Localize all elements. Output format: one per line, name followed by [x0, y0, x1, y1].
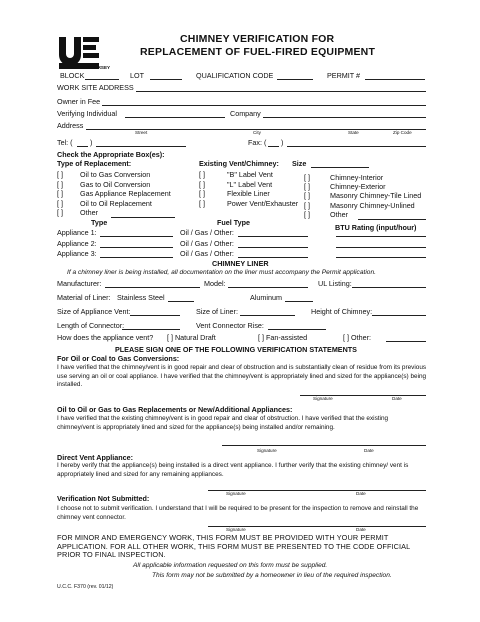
manufacturer-field[interactable] [105, 287, 200, 288]
replacement-other-field[interactable] [111, 217, 175, 218]
length-connector-field[interactable] [122, 329, 180, 330]
height-field[interactable] [372, 315, 426, 316]
stainless-steel-field[interactable] [168, 301, 194, 302]
other-vent-option[interactable]: [ ] Other: [343, 333, 371, 342]
checkbox[interactable]: [ ] [57, 198, 63, 208]
btu-field[interactable] [336, 247, 426, 248]
aluminum-field[interactable] [285, 301, 313, 302]
checkbox[interactable]: [ ] [304, 209, 310, 219]
appliance-label: Appliance 1: [57, 228, 97, 237]
checkbox[interactable]: [ ] [199, 198, 205, 208]
material-label: Material of Liner: [57, 293, 111, 302]
checkbox[interactable]: [ ] [199, 170, 205, 179]
tel-field[interactable] [96, 146, 186, 147]
checkbox-label: Power Vent/Exhauster [227, 198, 299, 208]
fuel-other-field[interactable] [238, 257, 308, 258]
fuel-other-field[interactable] [238, 247, 308, 248]
block-field[interactable] [85, 79, 119, 80]
s3-text: I hereby verify that the appliance(s) being installed is a direct vent appliance. I further verify that the existing chimney/ vent is appropriately lined and sized for any remaining appliances. [57, 462, 409, 478]
qualification-code-field[interactable] [277, 79, 313, 80]
owner-label: Owner in Fee [57, 97, 101, 106]
verifying-label: Verifying Individual [57, 109, 117, 118]
checkbox-label: Oil to Gas Conversion [80, 170, 151, 179]
stainless-steel-label: Stainless Steel [117, 293, 165, 302]
existing-vent-heading: Existing Vent/Chimney: [199, 159, 279, 168]
manufacturer-label: Manufacturer: [57, 279, 102, 288]
size-heading: Size [292, 159, 307, 168]
ul-listing-label: UL Listing: [318, 279, 352, 288]
s2-title: Oil to Oil or Gas to Gas Replacements or New/Additional Appliances: [57, 405, 293, 414]
how-vented-label: How does the appliance vent? [57, 333, 154, 342]
company-field[interactable] [263, 117, 426, 118]
s1-signature-label: Signature [313, 396, 333, 401]
s1-text: I have verified that the chimney/vent is in good repair and clear of obstruction and is substantially clean of residue from its previous use serving an oil or coal appliance. I have verified that the chimney/vent is appropriately lined and sized for the appliance(s) being installed. [57, 364, 427, 389]
fuel-options: Oil / Gas / Other: [180, 228, 234, 237]
size-vent-field[interactable] [130, 315, 180, 316]
lot-field[interactable] [150, 79, 182, 80]
check-heading: Check the Appropriate Box(es): [57, 150, 165, 159]
city-sublabel: City [253, 130, 261, 135]
ul-listing-field[interactable] [352, 287, 426, 288]
checkbox[interactable]: [ ] [57, 208, 63, 217]
state-sublabel: State [348, 130, 359, 135]
model-field[interactable] [228, 287, 308, 288]
s4-signature-label: Signature [226, 527, 246, 532]
footer-note2: This form may not be submitted by a homeowner in lieu of the required inspection. [152, 572, 392, 579]
sign-heading: PLEASE SIGN ONE OF THE FOLLOWING VERIFICATION STATEMENTS [115, 345, 357, 354]
checkbox-label: Gas Appliance Replacement [80, 189, 171, 198]
size-field[interactable] [311, 167, 369, 168]
tel-close: ) [90, 138, 93, 147]
appliance-type-field[interactable] [100, 257, 173, 258]
checkbox-label: "B" Label Vent [227, 170, 273, 179]
checkbox-label: Flexible Liner [227, 189, 270, 198]
chimney-other-field[interactable] [358, 219, 426, 220]
liner-note: If a chimney liner is being installed, all documentation on the liner must accompany the Permit application. [67, 269, 376, 276]
verifying-field[interactable] [125, 117, 225, 118]
s4-date-label: Date [356, 527, 366, 532]
aluminum-label: Aluminum [250, 293, 282, 302]
checkbox[interactable]: [ ] [199, 179, 205, 189]
appliance-label: Appliance 3: [57, 249, 97, 258]
qualification-code-label: QUALIFICATION CODE [196, 71, 274, 80]
fan-assisted-option[interactable]: [ ] Fan-assisted [258, 333, 308, 342]
form-code: U.C.C. F370 (rev. 01/12) [57, 584, 114, 590]
fuel-options: Oil / Gas / Other: [180, 238, 234, 248]
s4-title: Verification Not Submitted: [57, 494, 150, 503]
checkbox[interactable]: [ ] [304, 191, 310, 201]
fax-field[interactable] [287, 146, 426, 147]
height-label: Height of Chimney: [311, 307, 373, 316]
permit-field[interactable] [365, 79, 425, 80]
vent-rise-field[interactable] [268, 329, 326, 330]
chimney-liner-heading: CHIMNEY LINER [212, 259, 269, 268]
type-column-header: Type [91, 218, 108, 227]
type-of-replacement-heading: Type of Replacement: [57, 159, 132, 168]
checkbox-label: Chimney-Interior [330, 173, 384, 182]
size-liner-field[interactable] [240, 315, 295, 316]
owner-field[interactable] [102, 105, 426, 106]
street-sublabel: Street [135, 130, 148, 135]
length-connector-label: Length of Connector: [57, 321, 125, 330]
vent-rise-label: Vent Connector Rise: [196, 321, 264, 330]
tel-area-field[interactable] [77, 146, 88, 147]
footer-note1: All applicable information requested on this form must be supplied. [133, 562, 328, 569]
appliance-type-field[interactable] [100, 247, 173, 248]
checkbox-label: Chimney-Exterior [330, 182, 386, 192]
checkbox[interactable]: [ ] [57, 179, 63, 189]
checkbox-label: Masonry Chimney-Unlined [330, 200, 415, 210]
fax-area-field[interactable] [268, 146, 279, 147]
btu-column-header: BTU Rating (input/hour) [335, 223, 417, 232]
tel-label: Tel: ( [57, 138, 73, 147]
btu-field[interactable] [336, 236, 426, 237]
checkbox-label: Other [80, 208, 98, 217]
checkbox-label: Gas to Oil Conversion [80, 179, 151, 189]
logo-text: NEW JERSEY [80, 65, 111, 70]
title-line1: CHIMNEY VERIFICATION FOR [180, 33, 335, 45]
title-line2: REPLACEMENT OF FUEL-FIRED EQUIPMENT [140, 46, 376, 58]
s2-signature-line[interactable] [222, 445, 426, 446]
work-site-field[interactable] [136, 91, 426, 92]
address-label: Address [57, 121, 84, 130]
block-label: BLOCK [60, 71, 85, 80]
work-site-label: WORK SITE ADDRESS [57, 83, 134, 92]
checkbox[interactable]: [ ] [304, 173, 310, 182]
checkbox-label: Other [330, 209, 348, 219]
fuel-other-field[interactable] [238, 236, 308, 237]
other-vent-field[interactable] [386, 341, 426, 342]
checkbox[interactable]: [ ] [57, 189, 63, 198]
model-label: Model: [204, 279, 226, 288]
company-label: Company [230, 109, 261, 118]
checkbox[interactable]: [ ] [199, 189, 205, 198]
appliance-type-field[interactable] [100, 236, 173, 237]
checkbox-label: "L" Label Vent [227, 179, 273, 189]
s3-title: Direct Vent Appliance: [57, 453, 134, 462]
zip-sublabel: Zip Code [393, 130, 412, 135]
checkbox[interactable]: [ ] [304, 200, 310, 210]
s3-signature-label: Signature [226, 491, 246, 496]
size-liner-label: Size of Liner: [196, 307, 238, 316]
fuel-options: Oil / Gas / Other: [180, 249, 234, 258]
checkbox[interactable]: [ ] [57, 170, 63, 179]
footer-caps: FOR MINOR AND EMERGENCY WORK, THIS FORM MUST BE PROVIDED WITH YOUR PERMIT APPLICATION. FOR ALL OTHER WORK, THIS FORM MUST BE PRESENTED TO THE CODE OFFICIAL PRIOR TO FINAL INSPECTION. [57, 533, 410, 560]
fax-close: ) [281, 138, 284, 147]
natural-draft-option[interactable]: [ ] Natural Draft [167, 333, 216, 342]
btu-field[interactable] [336, 257, 426, 258]
permit-label: PERMIT # [327, 71, 361, 80]
checkbox[interactable]: [ ] [304, 182, 310, 192]
checkbox-label: Masonry Chimney-Tile Lined [330, 191, 422, 201]
s3-date-label: Date [356, 491, 366, 496]
s2-signature-label: Signature [257, 448, 277, 453]
s1-title: For Oil or Coal to Gas Conversions: [57, 354, 180, 363]
fuel-type-column-header: Fuel Type [217, 218, 251, 227]
fax-label: Fax: ( [248, 138, 267, 147]
s4-text: I choose not to submit verification. I understand that I will be required to be present for the inspection to remove and reinstall the chimney vent connector. [57, 505, 419, 521]
checkbox-label: Oil to Oil Replacement [80, 198, 152, 208]
size-vent-label: Size of Appliance Vent: [57, 307, 131, 316]
lot-label: LOT [130, 71, 144, 80]
s1-date-label: Date [392, 396, 402, 401]
appliance-label: Appliance 2: [57, 238, 97, 248]
s2-date-label: Date [364, 448, 374, 453]
s2-text: I have verified that the existing chimney/vent is in good repair and clear of obstruction. I have verified that the existing chimney/vent is appropriately lined and sized for the appliance(s) being installed and/or remaining. [57, 415, 389, 431]
